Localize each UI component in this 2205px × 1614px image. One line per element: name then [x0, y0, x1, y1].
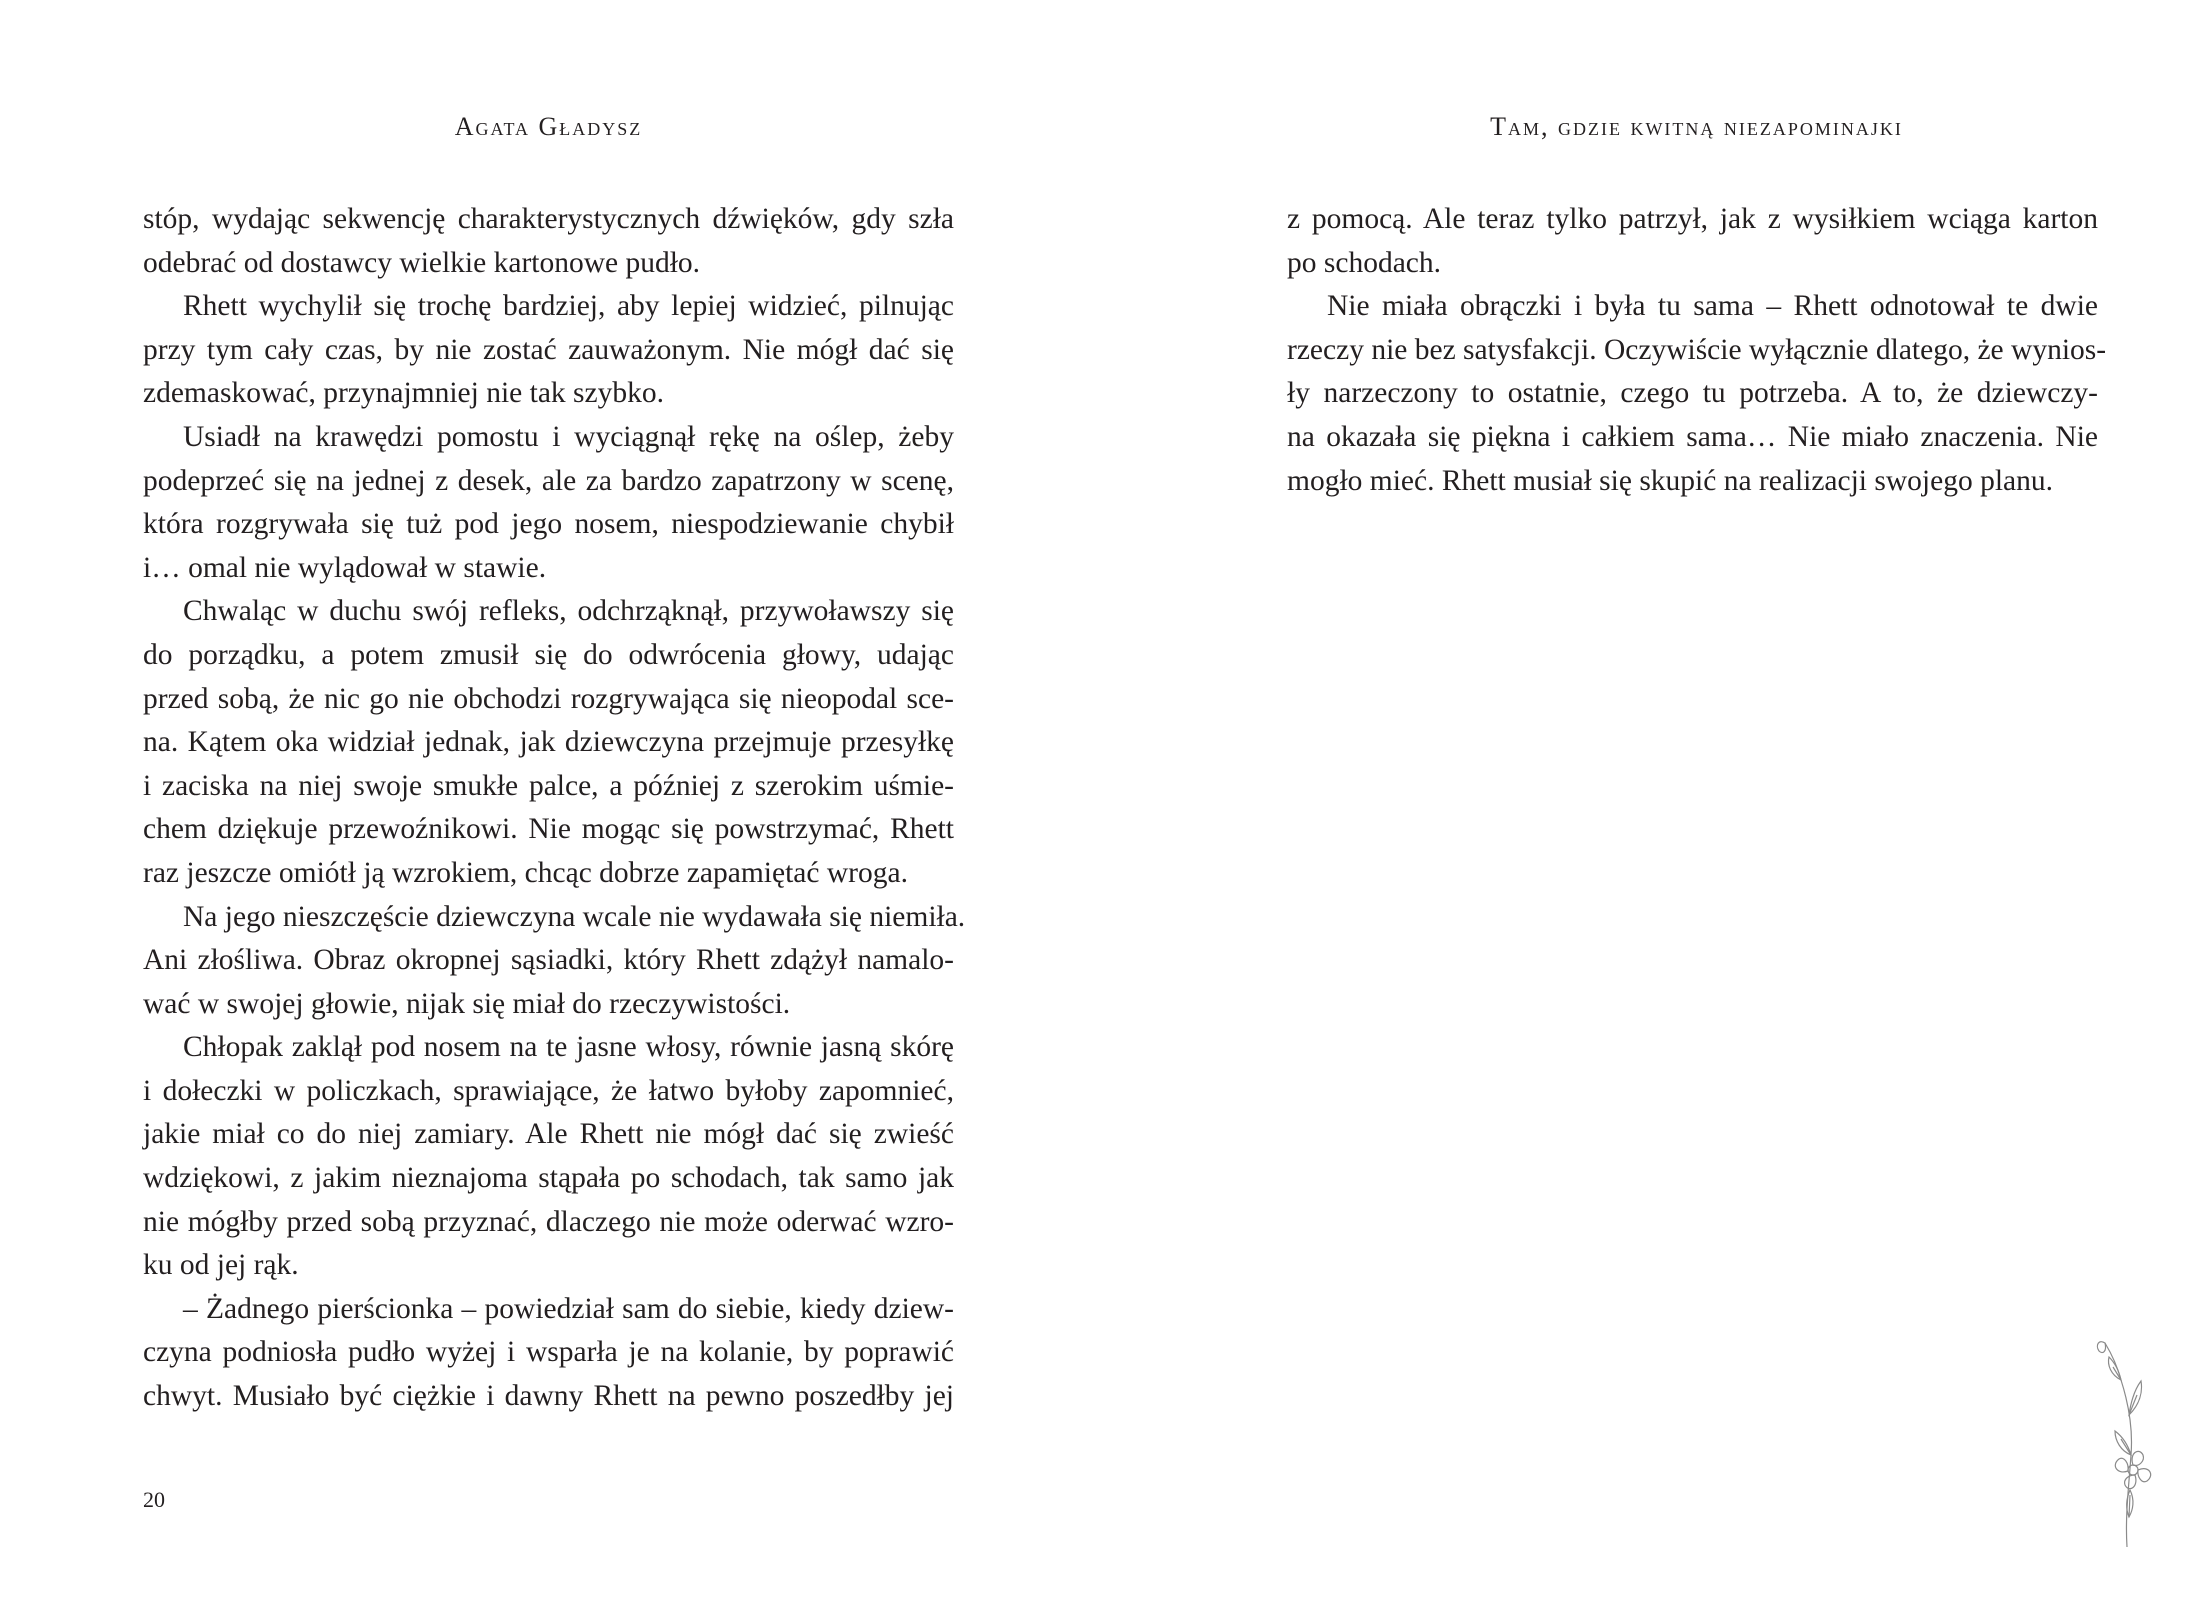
text-line: – Żadnego pierścionka – powiedział sam do siebie, kiedy dziew-: [183, 1292, 954, 1325]
text-line: Ani złośliwa. Obraz okropnej sąsiadki, który Rhett zdążył namalo-: [143, 944, 954, 977]
running-head-author: Agata Gładysz: [454, 112, 643, 141]
text-line: chwyt. Musiało być ciężkie i dawny Rhett na pewno poszedłby jej: [143, 1380, 954, 1413]
text-line: Usiadł na krawędzi pomostu i wyciągnął rękę na oślep, żeby: [183, 420, 954, 453]
flower-illustration-icon: [2085, 1335, 2175, 1550]
text-line: mogło mieć. Rhett musiał się skupić na realizacji swojego planu.: [1287, 464, 2053, 497]
text-line: wdziękowi, z jakim nieznajoma stąpała po schodach, tak samo jak: [143, 1162, 954, 1195]
text-line: Chłopak zaklął pod nosem na te jasne włosy, równie jasną skórę: [183, 1031, 954, 1064]
text-line: rzeczy nie bez satysfakcji. Oczywiście wyłącznie dlatego, że wynios-: [1287, 333, 2107, 366]
text-line: odebrać od dostawcy wielkie kartonowe pudło.: [143, 246, 701, 279]
text-line: i dołeczki w policzkach, sprawiające, że łatwo byłoby zapomnieć,: [143, 1074, 954, 1107]
text-line: po schodach.: [1287, 246, 1442, 279]
text-line: przy tym cały czas, by nie zostać zauważonym. Nie mógł dać się: [143, 333, 954, 366]
text-line: chem dziękuje przewoźnikowi. Nie mogąc się powstrzymać, Rhett: [143, 813, 954, 846]
page-number: 20: [143, 1487, 165, 1512]
text-line: stóp, wydając sekwencję charakterystycznych dźwięków, gdy szła: [143, 203, 954, 235]
text-line: Chwaląc w duchu swój refleks, odchrząknął, przywoławszy się: [183, 595, 954, 628]
text-line: wać w swojej głowie, nijak się miał do rzeczywistości.: [143, 987, 791, 1020]
text-line: raz jeszcze omiótł ją wzrokiem, chcąc dobrze zapamiętać wroga.: [143, 856, 908, 889]
text-line: podeprzeć się na jednej z desek, ale za bardzo zapatrzony w scenę,: [143, 464, 954, 497]
body-text: [1287, 198, 2107, 503]
text-line: jakie miał co do niej zamiary. Ale Rhett nie mógł dać się zwieść: [143, 1118, 954, 1151]
text-line: na. Kątem oka widział jednak, jak dziewczyna przejmuje przesyłkę: [143, 726, 954, 759]
text-line: i… omal nie wylądował w stawie.: [143, 551, 547, 584]
running-head-title: Tam, gdzie kwitną niezapominajki: [1490, 112, 1903, 141]
text-line: ku od jej rąk.: [143, 1249, 299, 1282]
text-line: do porządku, a potem zmusił się do odwrócenia głowy, udając: [143, 638, 954, 671]
text-line: i zaciska na niej swoje smukłe palce, a później z szerokim uśmie-: [143, 769, 954, 802]
right-page: [1100, 0, 2205, 1614]
text-line: zdemaskować, przynajmniej nie tak szybko.: [143, 377, 664, 410]
text-line: ły narzeczony to ostatnie, czego tu potrzeba. A to, że dziewczy-: [1287, 377, 2098, 410]
text-line: Na jego nieszczęście dziewczyna wcale nie wydawała się niemiła.: [183, 900, 966, 933]
left-page: [0, 0, 1100, 1614]
text-line: Rhett wychylił się trochę bardziej, aby lepiej widzieć, pilnując: [183, 290, 954, 323]
text-line: czyna podniosła pudło wyżej i wsparła je na kolanie, by poprawić: [143, 1336, 954, 1369]
body-text: [143, 198, 966, 1419]
text-line: z pomocą. Ale teraz tylko patrzył, jak z wysiłkiem wciąga karton: [1287, 203, 2098, 235]
text-line: która rozgrywała się tuż pod jego nosem, niespodziewanie chybił: [143, 508, 954, 541]
text-line: nie mógłby przed sobą przyznać, dlaczego nie może oderwać wzro-: [143, 1205, 954, 1238]
text-line: przed sobą, że nic go nie obchodzi rozgrywająca się nieopodal sce-: [143, 682, 954, 715]
text-line: na okazała się piękna i całkiem sama… Nie miało znaczenia. Nie: [1287, 420, 2098, 453]
text-line: Nie miała obrączki i była tu sama – Rhett odnotował te dwie: [1327, 290, 2098, 323]
